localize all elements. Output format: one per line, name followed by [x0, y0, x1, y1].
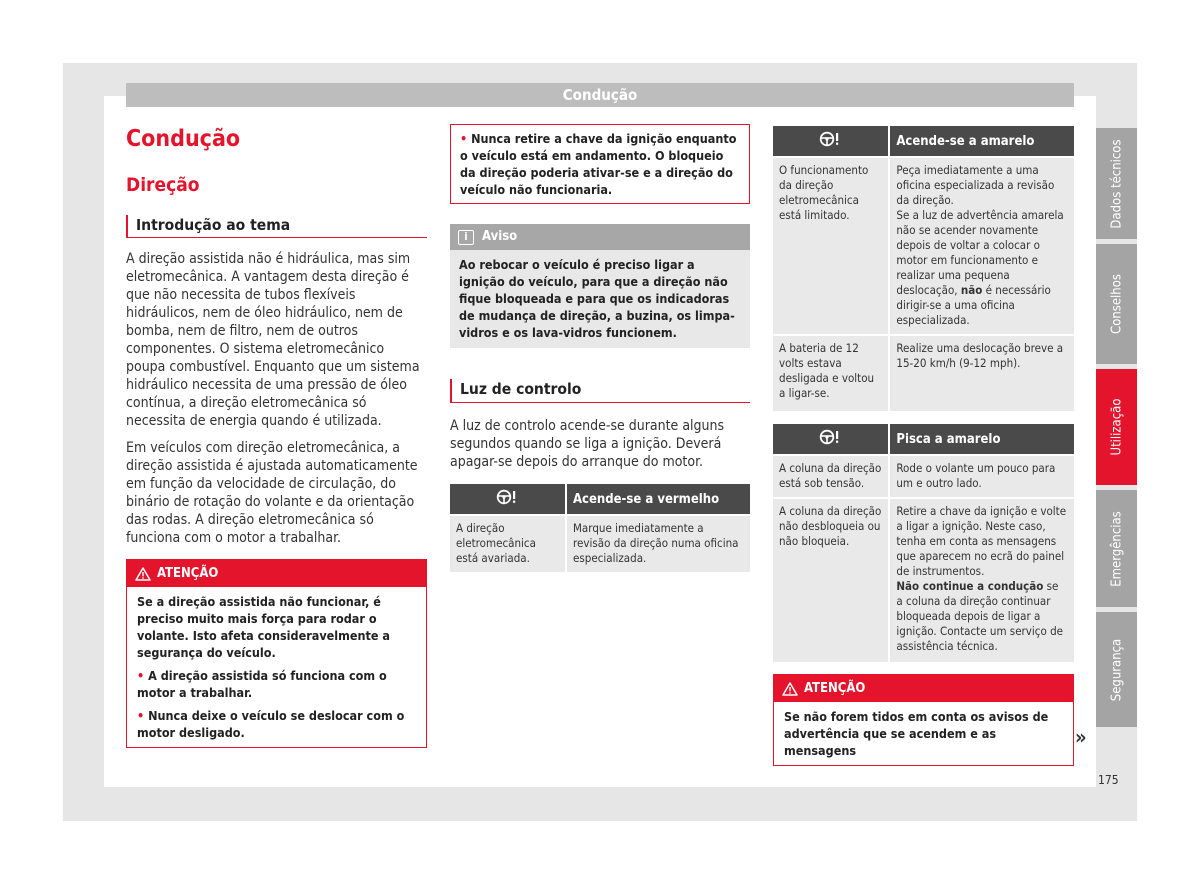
- column-middle: [450, 124, 750, 572]
- column-left: [126, 124, 427, 748]
- table-row: [773, 156, 1074, 334]
- table-cell-action: Retire a chave da ignição e volte a ligar a ignição. Neste caso, tenha em conta as mensagens que aparecem no ecrã do painel de instrumentos. Não continue a condução se a coluna da direção continuar bloqueada depois de ligar a ignição. Contacte um serviço de assistência técnica.: [890, 497, 1074, 662]
- warning-header: [774, 675, 1073, 702]
- tab-emergencias[interactable]: Emergências: [1096, 490, 1137, 607]
- table-yellow-header: Acende-se a amarelo: [890, 126, 1074, 156]
- warning-triangle-icon: [782, 682, 798, 696]
- warning-text: Se não forem tidos em conta os avisos de advertência que se acendem e as mensagens: [784, 709, 1049, 758]
- continue-arrow-icon: »: [1075, 725, 1087, 749]
- bullet-icon: •: [137, 668, 145, 683]
- steering-warning-icon: [450, 484, 567, 514]
- subhead-intro: Introdução ao tema: [126, 215, 427, 238]
- table-cell-cause: A bateria de 12 volts estava desligada e voltou a ligar-se.: [773, 334, 890, 411]
- warning-triangle-icon: [135, 567, 151, 581]
- table-row: [773, 497, 1074, 662]
- page-number: 175: [1098, 773, 1119, 787]
- table-cell-action: Peça imediatamente a uma oficina especializada a revisão da direção. Se a luz de advertência amarela não se acender novamente depois de voltar a colocar o motor em funcionamento e realizar uma pequena deslocação, não é necessário dirigir-se a uma oficina especializada.: [890, 156, 1074, 334]
- table-blinking-light: [773, 424, 1074, 662]
- table-cell-cause: A direção eletromecânica está avariada.: [450, 514, 567, 572]
- table-red-header: Acende-se a vermelho: [567, 484, 750, 514]
- table-red-light: [450, 484, 750, 572]
- section-title: Direção: [126, 174, 200, 196]
- tab-utilizacao[interactable]: Utilização: [1096, 369, 1137, 485]
- table-cell-action: Realize uma deslocação breve a 15-20 km/h (9-12 mph).: [890, 334, 1074, 411]
- bullet-icon: •: [460, 131, 468, 146]
- table-cell-action: Rode o volante um pouco para um e outro lado.: [890, 454, 1074, 497]
- column-right: [773, 124, 1074, 766]
- intro-paragraph-1: A direção assistida não é hidráulica, mas sim eletromecânica. A vantagem desta direção é que não necessita de tubos flexíveis hidráulicos, nem de óleo hidráulico, nem de bomba, nem de filtro, nem de outros componentes. O sistema eletromecânico poupa combustível. Enquanto que um sistema hidráulico necessita de uma pressão de óleo contínua, a direção eletromecânica só necessita de energia quando é utilizada.: [126, 251, 420, 429]
- table-cell-action: Marque imediatamente a revisão da direção numa oficina especializada.: [567, 514, 750, 572]
- warning-box-lights: [773, 674, 1074, 766]
- steering-warning-icon: [773, 424, 890, 454]
- warning-header: [127, 560, 426, 587]
- warning-label: ATENÇÃO: [804, 681, 866, 696]
- table-cell-cause: A coluna da direção não desbloqueia ou não bloqueia.: [773, 497, 890, 662]
- note-label: Aviso: [482, 229, 518, 244]
- table-cell-cause: A coluna da direção está sob tensão.: [773, 454, 890, 497]
- table-yellow-light: [773, 126, 1074, 411]
- subhead-control-light: Luz de controlo: [450, 379, 750, 403]
- table-row: [773, 334, 1074, 411]
- table-blink-header: Pisca a amarelo: [890, 424, 1074, 454]
- table-row: [450, 514, 750, 572]
- running-header: Condução: [126, 83, 1074, 107]
- tab-conselhos[interactable]: Conselhos: [1096, 244, 1137, 364]
- note-header: [450, 224, 750, 250]
- intro-paragraph-2: Em veículos com direção eletromecânica, a direção assistida é ajustada automaticamente em função da velocidade de circulação, do binário de rotação do volante e da orientação das rodas. A direção eletromecânica só funciona com o motor a trabalhar.: [126, 440, 418, 546]
- table-row: [773, 454, 1074, 497]
- info-icon: i: [458, 230, 474, 245]
- steering-warning-icon: [773, 126, 890, 156]
- warning-label: ATENÇÃO: [157, 566, 219, 581]
- ignition-key-warning: • Nunca retire a chave da ignição enquanto o veículo está em andamento. O bloqueio da direção poderia ativar-se e a direção do veículo não funcionaria.: [450, 124, 750, 204]
- note-text: Ao rebocar o veículo é preciso ligar a ignição do veículo, para que a direção não fique bloqueada e para que os indicadoras de mudança de direção, a buzina, os limpa-vidros e os lava-vidros funcionem.: [459, 257, 735, 340]
- warning-bullet-1: • A direção assistida só funciona com o motor a trabalhar.: [137, 668, 387, 700]
- warning-box-steering: [126, 559, 427, 748]
- note-box-towing: [450, 224, 750, 348]
- control-light-paragraph: A luz de controlo acende-se durante alguns segundos quando se liga a ignição. Deverá apagar-se depois do arranque do motor.: [450, 418, 725, 470]
- table-cell-cause: O funcionamento da direção eletromecânica está limitado.: [773, 156, 890, 334]
- tab-seguranca[interactable]: Segurança: [1096, 612, 1137, 727]
- tab-dados-tecnicos[interactable]: Dados técnicos: [1096, 128, 1137, 239]
- bullet-icon: •: [137, 708, 145, 723]
- chapter-title: Condução: [126, 126, 241, 152]
- warning-text: Se a direção assistida não funcionar, é preciso muito mais força para rodar o volante. Isto afeta consideravelmente a segurança do veículo.: [137, 594, 391, 660]
- warning-bullet-2: • Nunca deixe o veículo se deslocar com o motor desligado.: [137, 708, 405, 740]
